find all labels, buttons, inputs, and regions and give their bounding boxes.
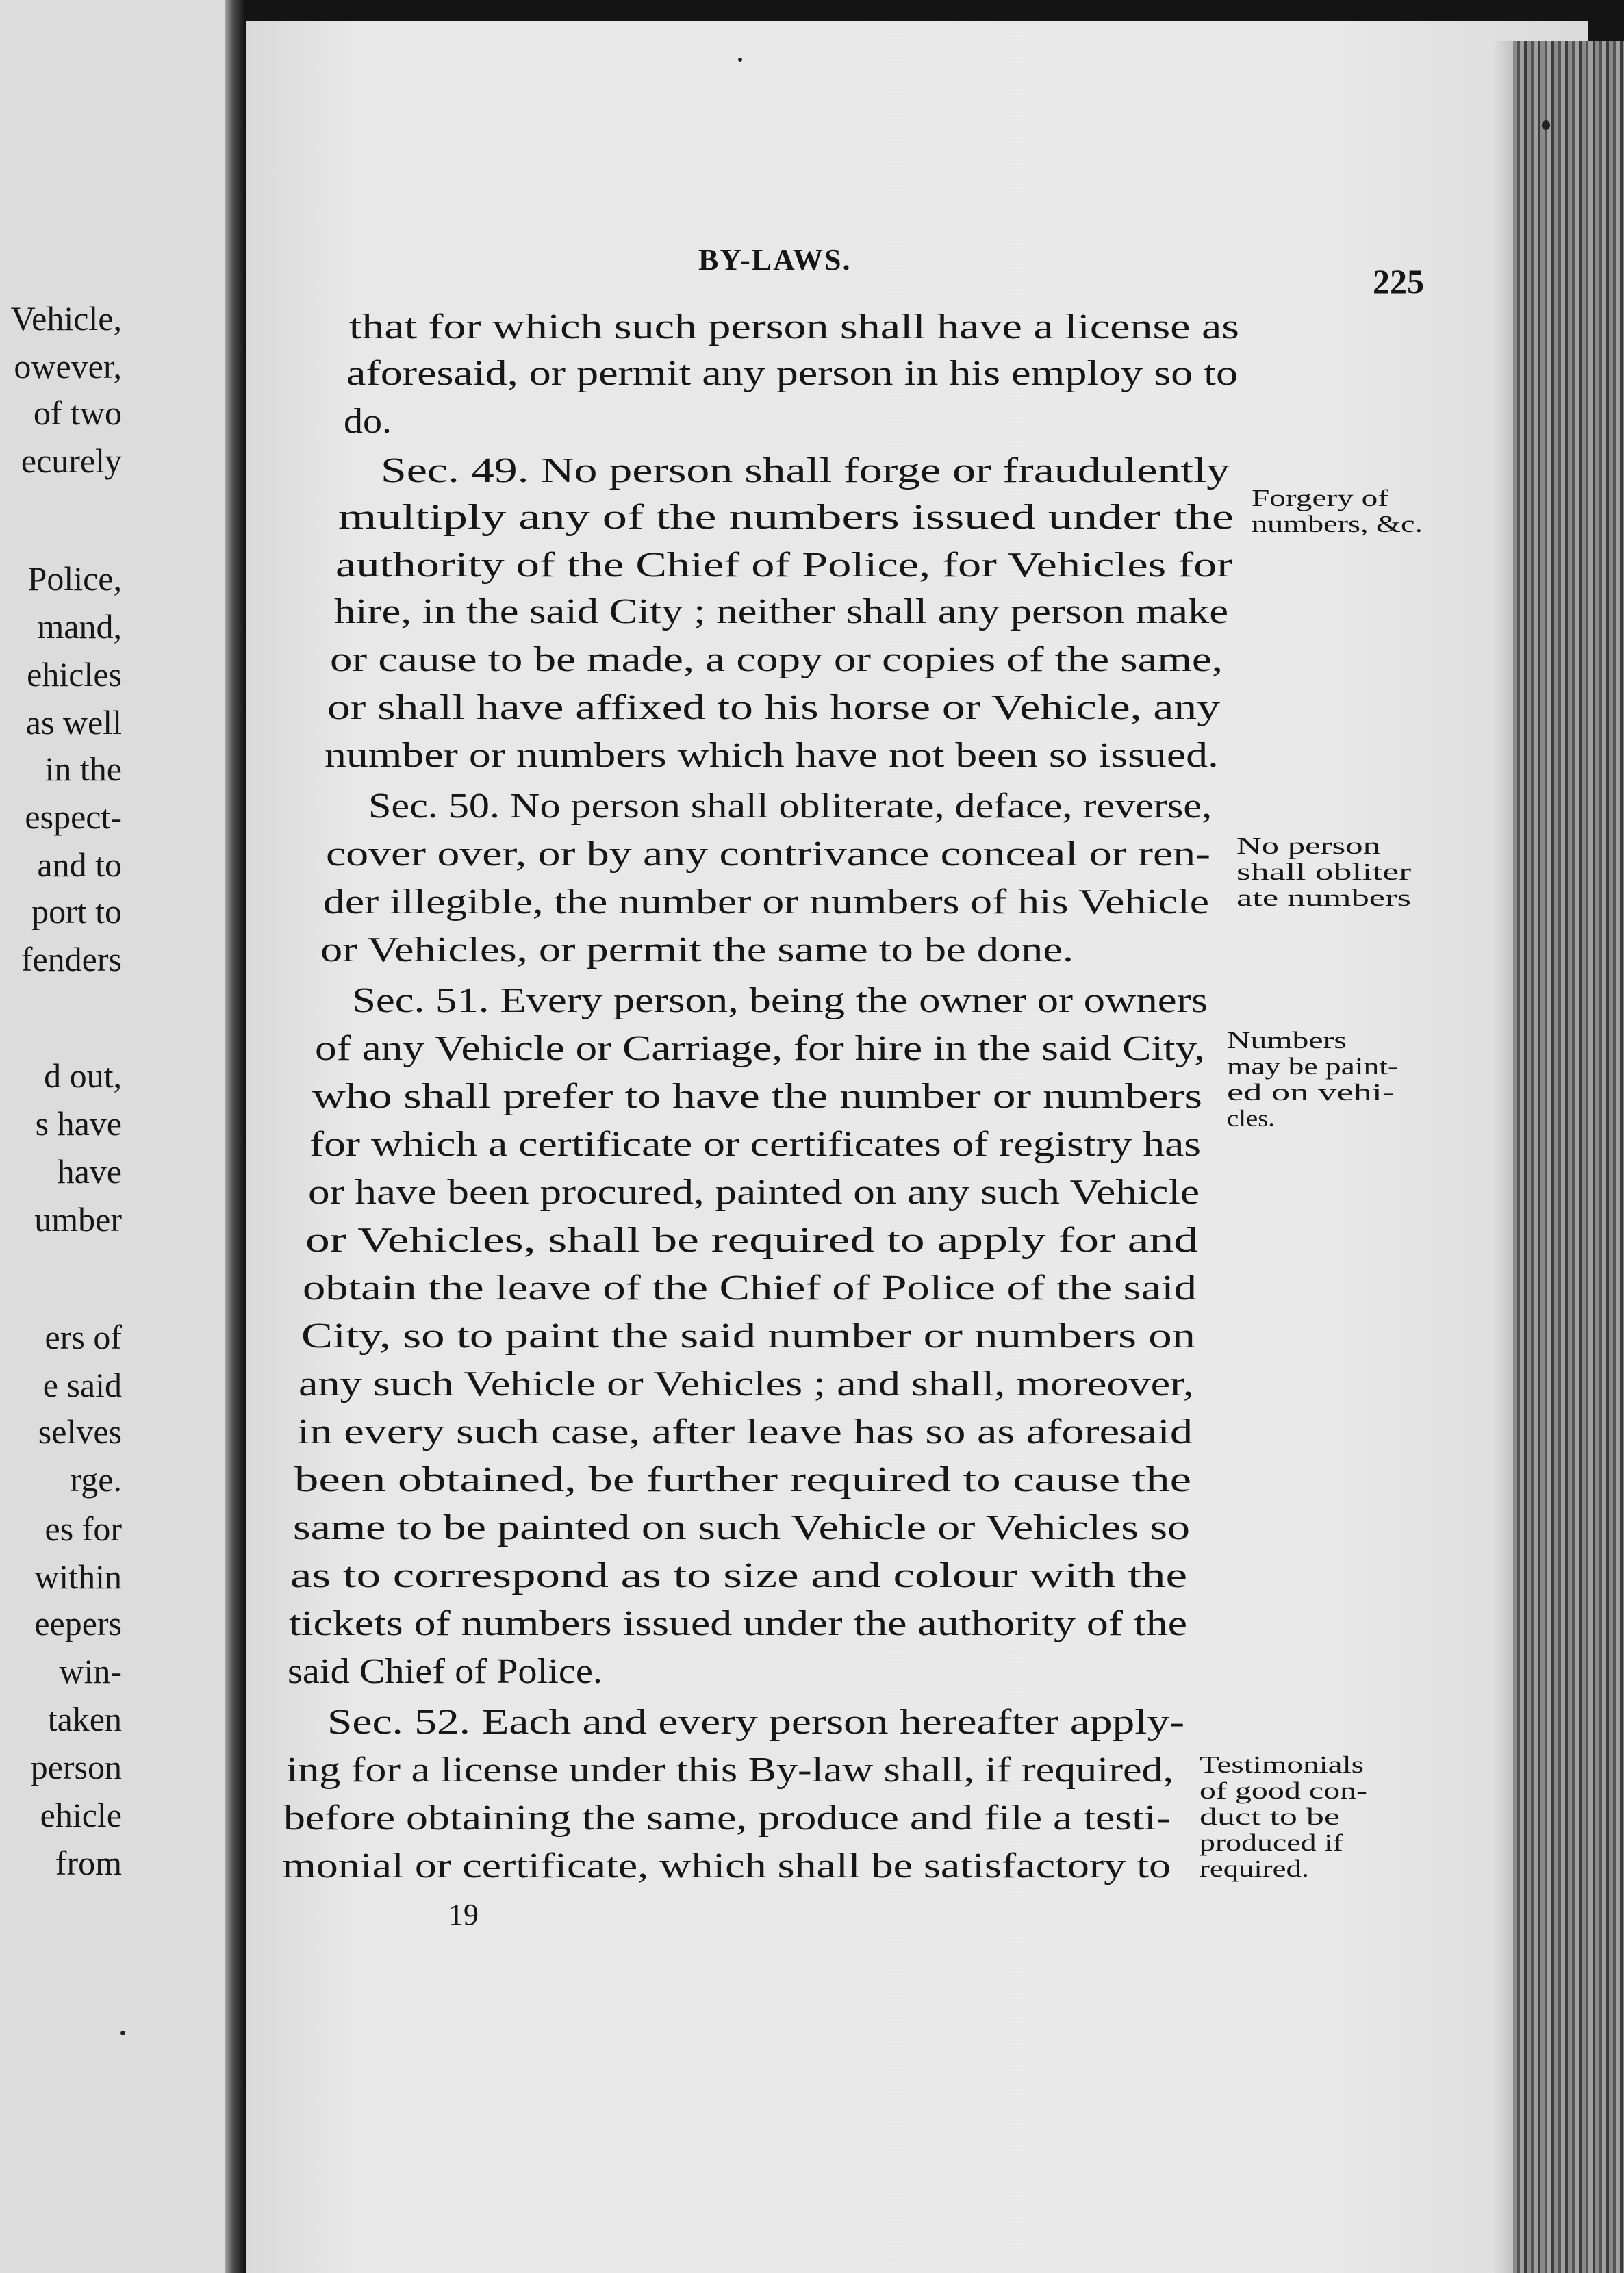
- speck: [1542, 120, 1550, 130]
- left-page-line: mand,: [37, 607, 122, 646]
- body-line: or cause to be made, a copy or copies of the same,: [330, 640, 1223, 679]
- body-line: do.: [344, 402, 392, 441]
- body-line: tickets of numbers issued under the authority of the: [289, 1604, 1187, 1643]
- left-page-line: as well: [25, 703, 122, 741]
- left-page-line: taken: [47, 1700, 122, 1738]
- book-gutter: [225, 0, 246, 2273]
- signature-mark: 19: [448, 1898, 479, 1931]
- left-page-line: es for: [45, 1510, 122, 1548]
- body-line: obtain the leave of the Chief of Police of the said: [303, 1269, 1197, 1308]
- marginal-note-line: numbers, &c.: [1252, 511, 1423, 537]
- body-line: hire, in the said City ; neither shall any person make: [334, 592, 1228, 631]
- body-line: cover over, or by any contrivance conceal or ren-: [326, 835, 1210, 874]
- marginal-note-line: of good con-: [1200, 1777, 1367, 1804]
- left-page-line: selves: [38, 1412, 122, 1451]
- marginal-note-line: Numbers: [1227, 1027, 1347, 1054]
- left-page-line: ers of: [45, 1318, 122, 1356]
- body-line: monial or certificate, which shall be satisfactory to: [282, 1846, 1171, 1885]
- body-line: multiply any of the numbers issued under the: [338, 498, 1234, 537]
- left-page-line: have: [57, 1152, 122, 1191]
- running-head: BY-LAWS.: [698, 243, 852, 277]
- body-line: same to be painted on such Vehicle or Vehicles so: [293, 1508, 1190, 1547]
- body-line: Sec. 49. No person shall forge or fraudulently: [381, 451, 1230, 490]
- body-line: authority of the Chief of Police, for Vehicles for: [335, 546, 1232, 585]
- left-page-line: win-: [59, 1652, 122, 1690]
- page-number: 225: [1373, 262, 1424, 301]
- left-page-line: e said: [42, 1366, 122, 1404]
- body-line: said Chief of Police.: [288, 1652, 602, 1691]
- marginal-note-line: shall obliter: [1236, 859, 1411, 885]
- marginal-note-line: duct to be: [1200, 1803, 1340, 1830]
- left-page-line: within: [34, 1558, 122, 1596]
- left-page-fragment: [0, 0, 225, 2273]
- body-line: who shall prefer to have the number or numbers: [312, 1077, 1202, 1116]
- left-page-line: ecurely: [21, 442, 122, 480]
- body-line: for which a certificate or certificates of registry has: [309, 1125, 1201, 1164]
- body-line: that for which such person shall have a license as: [349, 307, 1239, 346]
- body-line: number or numbers which have not been so issued.: [325, 736, 1219, 775]
- left-page-line: and to: [37, 846, 122, 884]
- body-line: ing for a license under this By-law shall, if required,: [286, 1751, 1174, 1790]
- body-line: or Vehicles, or permit the same to be done.: [320, 930, 1074, 969]
- body-line: in every such case, after leave has so as aforesaid: [297, 1412, 1193, 1451]
- left-page-line: d out,: [44, 1056, 122, 1095]
- left-page-line: ehicles: [27, 655, 122, 694]
- body-line: Sec. 52. Each and every person hereafter apply-: [327, 1703, 1184, 1742]
- left-page-line: person: [30, 1748, 122, 1786]
- body-line: der illegible, the number or numbers of his Vehicle: [323, 882, 1209, 922]
- left-page-line: from: [55, 1844, 122, 1882]
- left-page-line: Vehicle,: [10, 299, 122, 338]
- left-page-line: espect-: [25, 798, 122, 836]
- body-line: or shall have affixed to his horse or Vehicle, any: [327, 688, 1220, 727]
- body-line: or have been procured, painted on any such Vehicle: [308, 1173, 1200, 1212]
- body-line: City, so to paint the said number or numbers on: [301, 1317, 1195, 1356]
- marginal-note-line: ed on vehi-: [1227, 1079, 1395, 1106]
- left-page-line: port to: [31, 892, 122, 930]
- speck: [120, 2031, 125, 2035]
- page-edges: [1513, 41, 1624, 2273]
- left-page-line: of two: [33, 394, 122, 432]
- body-line: aforesaid, or permit any person in his employ so to: [346, 354, 1239, 393]
- marginal-note-line: ate numbers: [1236, 885, 1411, 911]
- left-page-line: in the: [45, 750, 122, 788]
- body-line: as to correspond as to size and colour with the: [290, 1556, 1187, 1595]
- marginal-note-line: may be paint-: [1227, 1053, 1398, 1080]
- marginal-note-line: Testimonials: [1200, 1751, 1364, 1778]
- body-line: before obtaining the same, produce and file a testi-: [283, 1799, 1171, 1838]
- body-line: of any Vehicle or Carriage, for hire in the said City,: [315, 1029, 1205, 1068]
- left-page-line: fenders: [21, 940, 122, 978]
- speck: [738, 58, 742, 62]
- marginal-note-line: Forgery of: [1252, 485, 1388, 511]
- marginal-note-line: required.: [1200, 1855, 1309, 1882]
- body-line: Sec. 50. No person shall obliterate, deface, reverse,: [368, 787, 1212, 826]
- body-line: Sec. 51. Every person, being the owner or owners: [352, 981, 1208, 1020]
- body-line: or Vehicles, shall be required to apply for and: [305, 1221, 1198, 1260]
- left-page-line: Police,: [27, 559, 122, 598]
- marginal-note-line: No person: [1236, 833, 1380, 859]
- marginal-note-line: produced if: [1200, 1829, 1343, 1856]
- left-page-line: eepers: [34, 1604, 122, 1642]
- left-page-line: rge.: [70, 1460, 122, 1499]
- body-line: been obtained, be further required to cause the: [294, 1460, 1191, 1499]
- body-line: any such Vehicle or Vehicles ; and shall, moreover,: [299, 1364, 1194, 1404]
- left-page-line: umber: [34, 1200, 122, 1239]
- left-page-line: ehicle: [40, 1796, 122, 1834]
- left-page-line: owever,: [14, 347, 122, 385]
- left-page-line: s have: [35, 1104, 122, 1143]
- marginal-note-line: cles.: [1227, 1105, 1275, 1132]
